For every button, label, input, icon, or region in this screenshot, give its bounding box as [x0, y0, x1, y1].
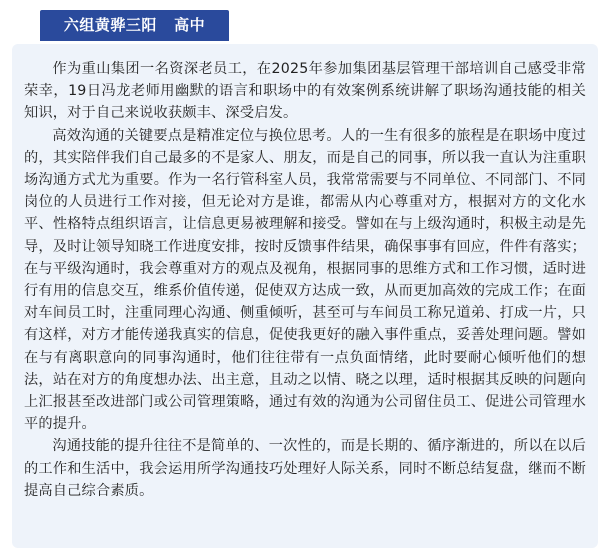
paragraph-conclusion: 沟通技能的提升往往不是简单的、一次性的，而是长期的、循序渐进的，所以在以后的工作和生活中，我会运用所学沟通技巧处理好人际关系，同时不断总结复盘，继而不断提高自己综合素质。: [24, 438, 586, 499]
group-title-tab: 六组黄骅三阳 高中: [40, 10, 229, 41]
paragraph-intro: 作为重山集团一名资深老员工，在2025年参加集团基层管理干部培训自己感受非常荣幸，19日冯龙老师用幽默的语言和职场中的有效案例系统讲解了职场沟通技能的相关知识，对于自己来说收获颇丰、深受启发。: [24, 61, 586, 122]
paragraph-main: 高效沟通的关键要点是精准定位与换位思考。人的一生有很多的旅程是在职场中度过的，其实陪伴我们自己最多的不是家人、朋友，而是自己的同事，所以我一直认为注重职场沟通方式尤为重要。作为一名行管科室人员，我常常需要与不同单位、不同部门、不同岗位的人员进行工作对接，但无论对方是谁，都需从内心尊重对方，根据对方的文化水平、性格特点组织语言，让信息更易被理解和接受。譬如在与上级沟通时，积极主动是先导，及时让领导知晓工作进度安排，按时反馈事件结果，确保事事有回应，件件有落实；在与平级沟通时，我会尊重对方的观点及视角，根据同事的思维方式和工作习惯，适时进行有用的信息交互，维系价值传递，促使双方达成一致，从而更加高效的完成工作；在面对车间员工时，注重同理心沟通、侧重倾听，甚至可与车间员工称兄道弟、打成一片，只有这样，对方才能传递我真实的信息，促使我更好的融入事件重点，妥善处理问题。譬如在与有离职意向的同事沟通时，他们往往带有一点负面情绪，此时要耐心倾听他们的想法，站在对方的角度想办法、出主意，且动之以情、晓之以理，适时根据其反映的问题向上汇报甚至改进部门或公司管理策略，通过有效的沟通为公司留住员工、促进公司管理水平的提升。: [24, 127, 586, 433]
article-body: [12, 44, 598, 548]
